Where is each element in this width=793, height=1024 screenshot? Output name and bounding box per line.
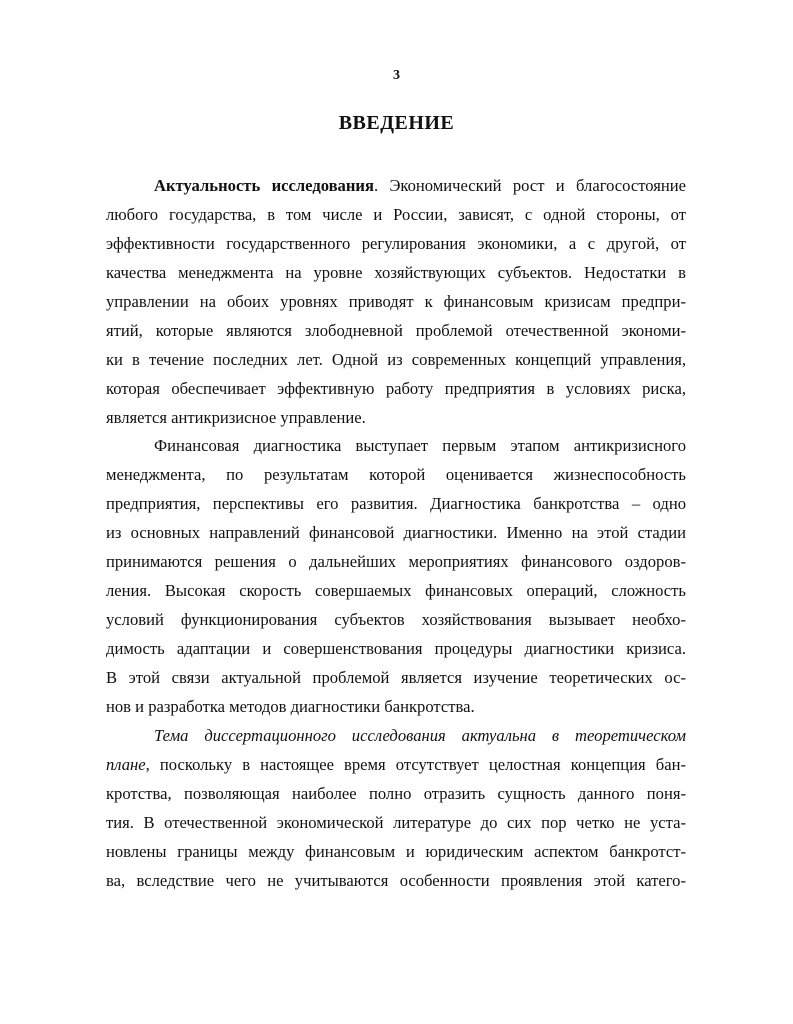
text-line: новлены границы между финансовым и юридическим аспектом банкротст- bbox=[106, 841, 686, 861]
text-line: качества менеджмента на уровне хозяйствующих субъектов. Недостатки в bbox=[106, 262, 686, 282]
page-title: ВВЕДЕНИЕ bbox=[338, 112, 455, 134]
text-line: Актуальность исследования. Экономический рост и благосостояние bbox=[154, 176, 686, 195]
page-number: 3 bbox=[393, 68, 400, 83]
text-line: плане, поскольку в настоящее время отсутствует целостная концепция бан- bbox=[106, 754, 686, 774]
text-line: управлении на обоих уровнях приводят к финансовым кризисам предпри- bbox=[106, 291, 686, 311]
text-line: любого государства, в том числе и России, зависят, с одной стороны, от bbox=[106, 204, 686, 224]
text-line: эффективности государственного регулирования экономики, а с другой, от bbox=[106, 233, 686, 253]
text-line: ятий, которые являются злободневной проблемой отечественной экономи- bbox=[106, 320, 686, 340]
text-line: менеджмента, по результатам которой оценивается жизнеспособность bbox=[106, 465, 686, 485]
body-text bbox=[106, 172, 686, 895]
text-line: условий функционирования субъектов хозяйствования вызывает необхо- bbox=[106, 610, 686, 630]
text-line: кротства, позволяющая наиболее полно отразить сущность данного поня- bbox=[106, 783, 686, 803]
italic-phrase: Тема диссертационного исследования актуальна в теоретическом bbox=[154, 725, 686, 745]
text-line: тия. В отечественной экономической литературе до сих пор четко не уста- bbox=[106, 812, 686, 832]
text-line: является антикризисное управление. bbox=[106, 407, 366, 427]
text-line: принимаются решения о дальнейших мероприятиях финансового оздоров- bbox=[106, 552, 686, 572]
text-line bbox=[106, 722, 686, 751]
text-line: которая обеспечивает эффективную работу предприятия в условиях риска, bbox=[106, 378, 686, 398]
italic-phrase: плане bbox=[106, 754, 146, 774]
text-line: ва, вследствие чего не учитываются особенности проявления этой катего- bbox=[106, 870, 686, 890]
text-line: предприятия, перспективы его развития. Диагностика банкротства – одно bbox=[106, 494, 686, 514]
text-line: из основных направлений финансовой диагностики. Именно на этой стадии bbox=[106, 523, 686, 543]
text-line: нов и разработка методов диагностики банкротства. bbox=[106, 696, 475, 716]
text-line: димость адаптации и совершенствования процедуры диагностики кризиса. bbox=[106, 639, 686, 658]
bold-lead: Актуальность исследования bbox=[154, 176, 374, 195]
text-line: ки в течение последних лет. Одной из современных концепций управления, bbox=[106, 349, 686, 369]
text-line: ления. Высокая скорость совершаемых финансовых операций, сложность bbox=[106, 581, 686, 601]
text-line: Финансовая диагностика выступает первым этапом антикризисного bbox=[154, 436, 686, 456]
text-line: В этой связи актуальной проблемой является изучение теоретических ос- bbox=[106, 667, 686, 687]
